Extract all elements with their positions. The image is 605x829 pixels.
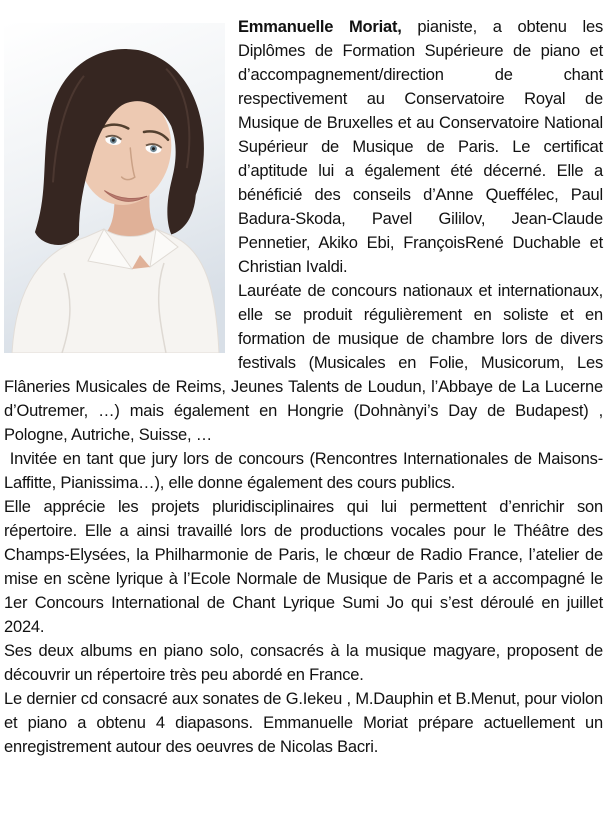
portrait-photo	[4, 23, 225, 353]
person-name: Emmanuelle Moriat,	[238, 18, 402, 36]
portrait-photo-svg	[4, 23, 225, 353]
paragraph-albums: Ses deux albums en piano solo, consacrés à la musique magyare, proposent de découvrir un répertoire très peu abordé en France.	[4, 642, 603, 684]
paragraph-concerts: Lauréate de concours nationaux et internationaux, elle se produit régulièrement en soliste et en formation de musique de chambre lors de divers festivals (Musicales en Folie, Musicorum, Les Flâneries Musicales de Reims, Jeunes Talents de Loudun, l’Abbaye de La Lucerne d’Outremer, …) mais également en Hongrie (Dohnànyi’s Day de Budapest) , Pologne, Autriche, Suisse, …	[4, 282, 603, 444]
paragraph-latest-cd: Le dernier cd consacré aux sonates de G.Iekeu , M.Dauphin et B.Menut, pour violon et piano a obtenu 4 diapasons. Emmanuelle Moriat prépare actuellement un enregistrement autour des oeuvres de Nicolas Bacri.	[4, 690, 603, 756]
paragraph-jury: Invitée en tant que jury lors de concours (Rencontres Internationales de Maisons-Laffitte, Pianissima…), elle donne également des cours publics.	[4, 450, 603, 492]
paragraph-education-body: pianiste, a obtenu les Diplômes de Formation Supérieure de piano et d’accompagnement/direction de chant respectivement au Conservatoire Royal de Musique de Bruxelles et au Conservatoire National Supérieur de Musique de Paris. Le certificat d’aptitude lui a également été décerné. Elle a bénéficié des conseils d’Anne Queffélec, Paul Badura-Skoda, Pavel Gililov, Jean-Claude Pennetier, Akiko Ebi, FrançoisRené Duchable et Christian Ivaldi.	[238, 18, 603, 276]
paragraph-projects: Elle apprécie les projets pluridisciplinaires qui lui permettent d’enrichir son répertoire. Elle a ainsi travaillé lors de productions vocales pour le Théâtre des Champs-Elysées, la Philharmonie de Paris, le chœur de Radio France, l’atelier de mise en scène lyrique à l’Ecole Normale de Musique de Paris et a accompagné le 1er Concours International de Chant Lyrique Sumi Jo qui s’est déroulé en juillet 2024.	[4, 498, 603, 636]
